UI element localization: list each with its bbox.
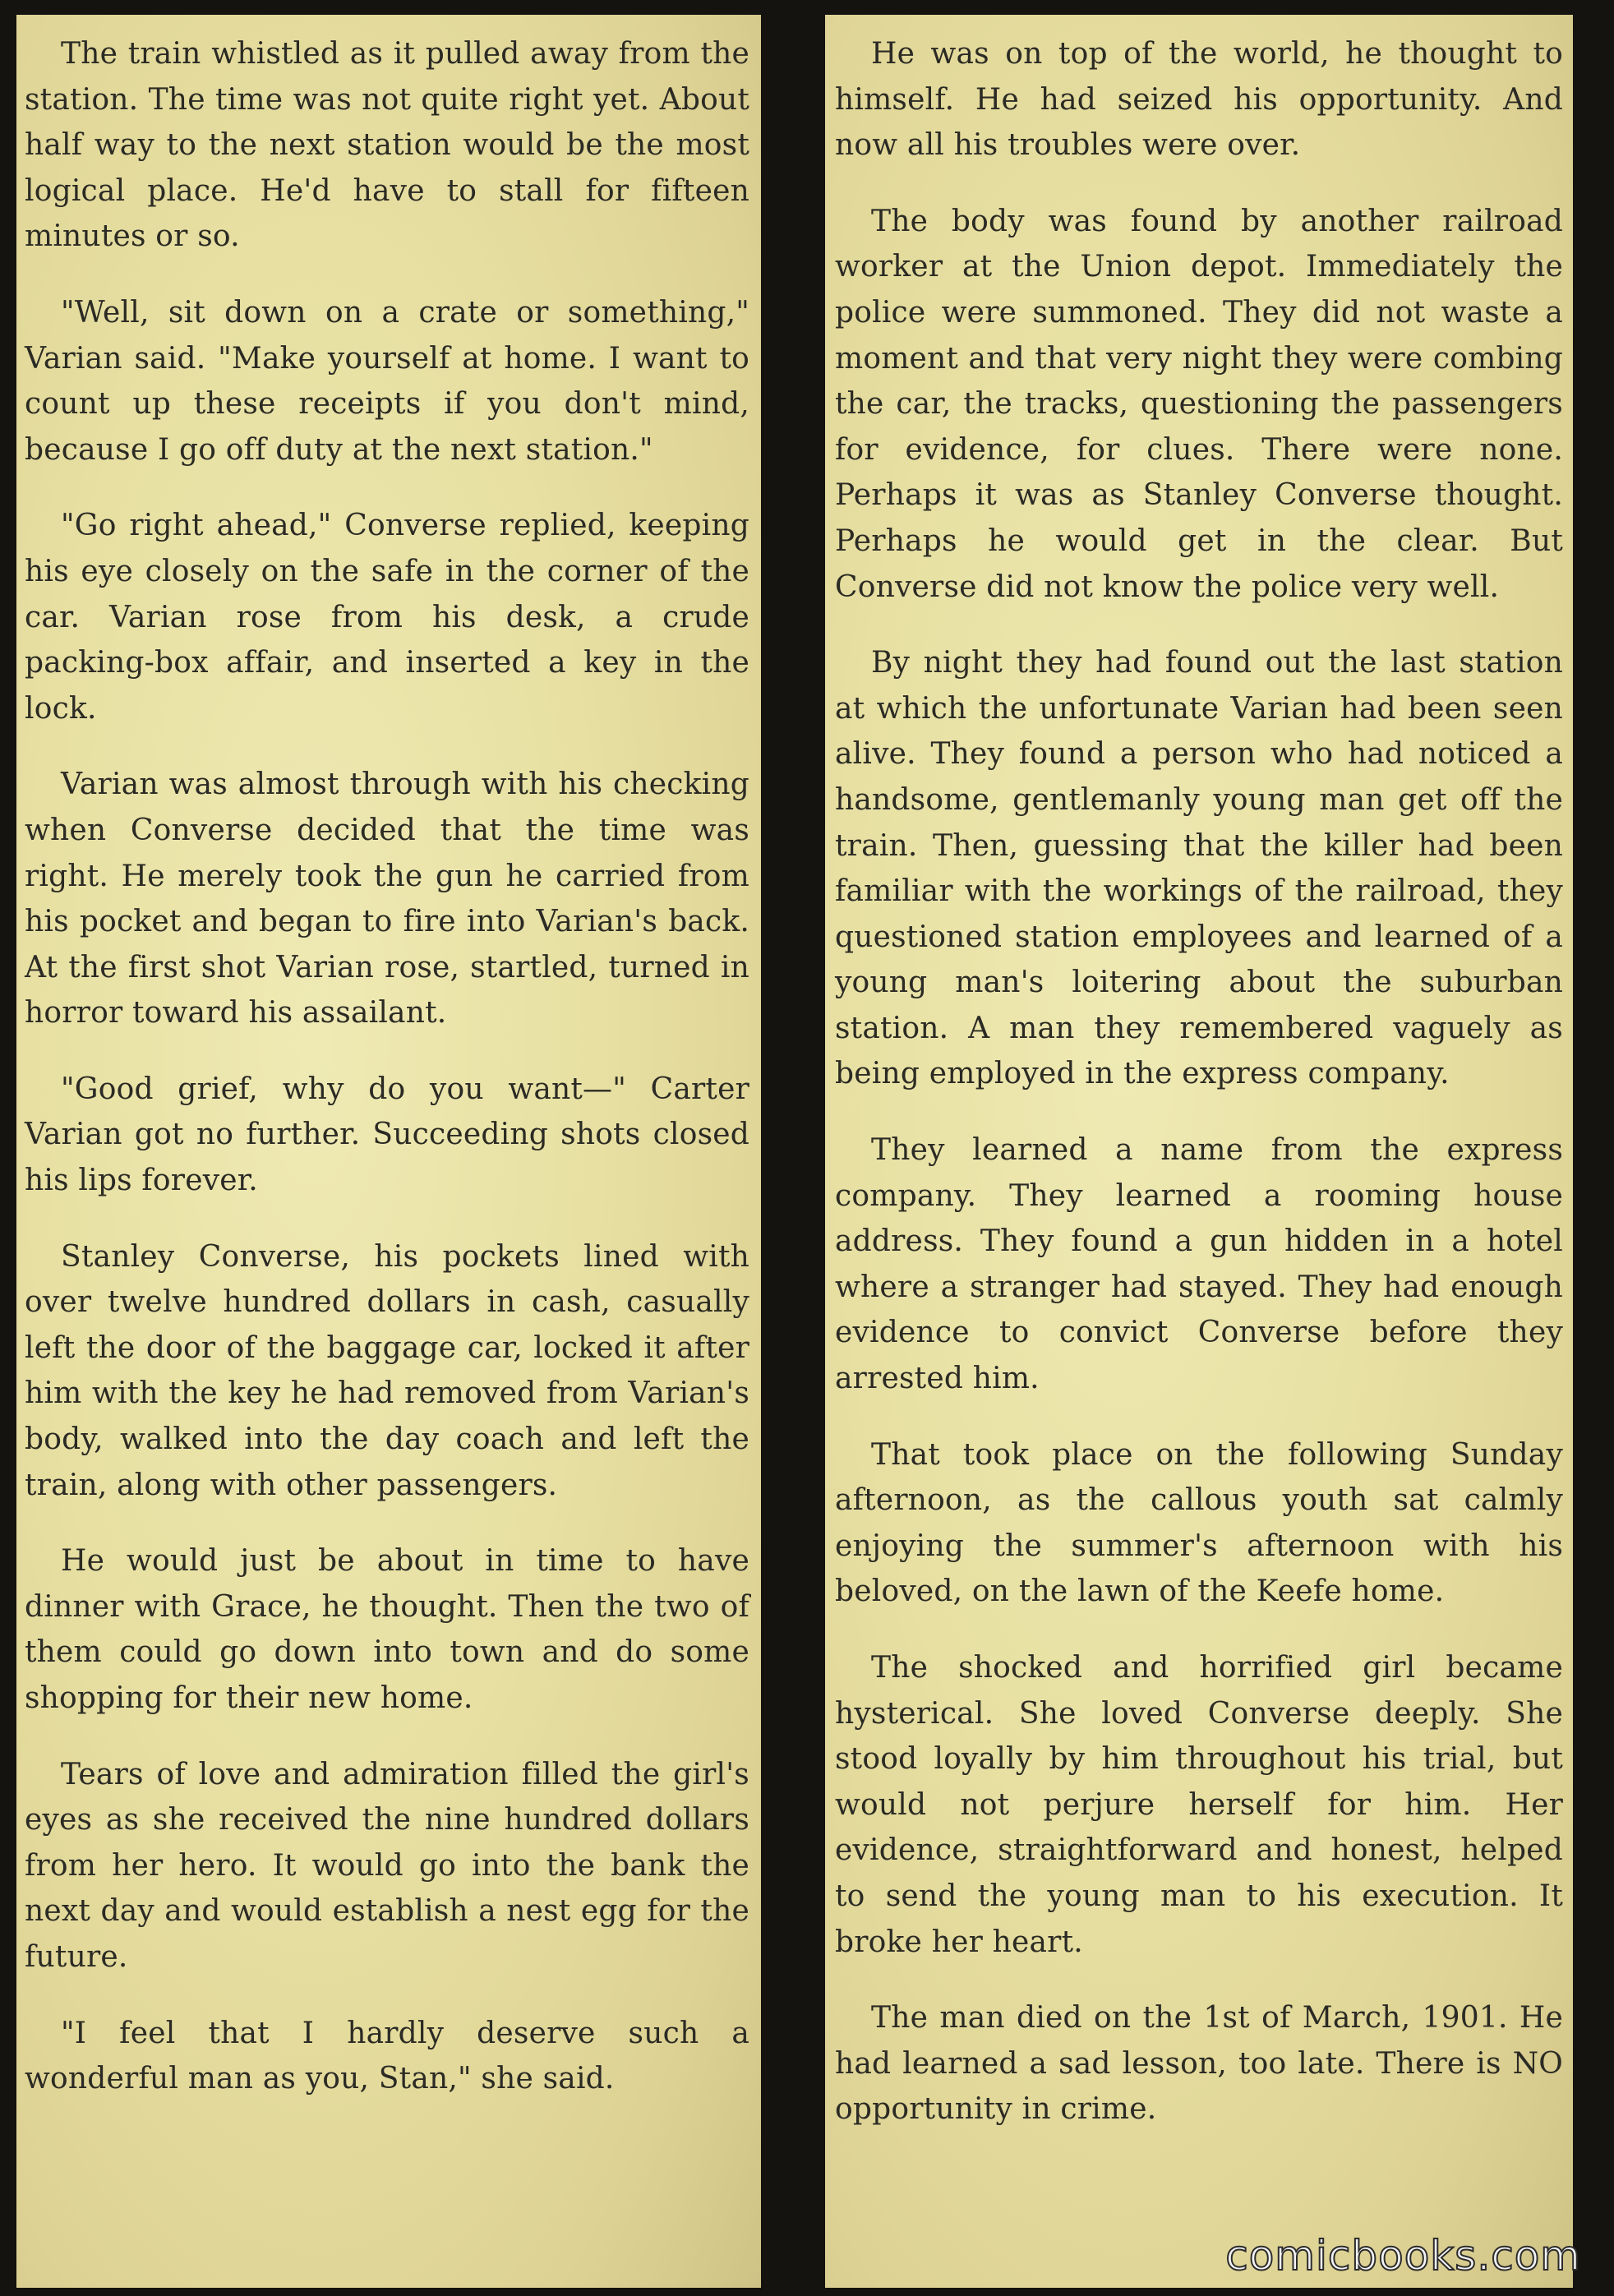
paragraph: "Well, sit down on a crate or something," Varian said. "Make yourself at home. I want to count up these receipts if you don't mind, because I go off duty at the next station." <box>25 295 749 467</box>
paragraph: They learned a name from the express company. They learned a rooming house address. They found a gun hidden in a hotel where a stranger had stayed. They had enough evidence to convict Converse before they arrested him. <box>835 1133 1563 1396</box>
paragraph: That took place on the following Sunday afternoon, as the callous youth sat calmly enjoying the summer's afternoon with his beloved, on the lawn of the Keefe home. <box>835 1437 1563 1609</box>
paragraph: The man died on the 1st of March, 1901. He had learned a sad lesson, too late. There is NO opportunity in crime. <box>835 2001 1563 2127</box>
paragraph: "Go right ahead," Converse replied, keeping his eye closely on the safe in the corner of the car. Varian rose from his desk, a crude packing-box affair, and inserted a key in the lock. <box>25 509 749 726</box>
paragraph: He would just be about in time to have dinner with Grace, he thought. Then the two of them could go down into town and do some shopping for their new home. <box>25 1544 749 1715</box>
paragraph: The train whistled as it pulled away from the station. The time was not quite right yet. About half way to the next station would be the most logical place. He'd have to stall for fifteen minutes or so. <box>25 37 749 254</box>
left-text-column <box>16 15 761 2288</box>
paragraph: The shocked and horrified girl became hysterical. She loved Converse deeply. She stood loyally by him throughout his trial, but would not perjure herself for him. Her evidence, straightforward and honest, helped to send the young man to his execution. It broke her heart. <box>835 1651 1563 1959</box>
paragraph: By night they had found out the last station at which the unfortunate Varian had been seen alive. They found a person who had noticed a handsome, gentlemanly young man get off the train. Then, guessing that the killer had been familiar with the workings of the railroad, they questioned station employees and learned of a young man's loitering about the suburban station. A man they remembered vaguely as being employed in the express company. <box>835 646 1563 1091</box>
watermark: comicbooks.com <box>1225 2232 1581 2280</box>
paragraph: "Good grief, why do you want—" Carter Varian got no further. Succeeding shots closed his lips forever. <box>25 1072 749 1198</box>
right-text-column <box>825 15 1573 2288</box>
paragraph: He was on top of the world, he thought to himself. He had seized his opportunity. And now all his troubles were over. <box>835 37 1563 163</box>
paragraph: Tears of love and admiration filled the girl's eyes as she received the nine hundred dollars from her hero. It would go into the bank the next day and would establish a nest egg for the future. <box>25 1757 749 1974</box>
paragraph: Stanley Converse, his pockets lined with over twelve hundred dollars in cash, casually left the door of the baggage car, locked it after him with the key he had removed from Varian's body, walked into the day coach and left the train, along with other passengers. <box>25 1239 749 1502</box>
paragraph: The body was found by another railroad worker at the Union depot. Immediately the police were summoned. They did not waste a moment and that very night they were combing the car, the tracks, questioning the passengers for evidence, for clues. There were none. Perhaps it was as Stanley Converse thought. Perhaps he would get in the clear. But Converse did not know the police very well. <box>835 204 1563 604</box>
paragraph: "I feel that I hardly deserve such a wonderful man as you, Stan," she said. <box>25 2016 749 2096</box>
paragraph: Varian was almost through with his checking when Converse decided that the time was right. He merely took the gun he carried from his pocket and began to fire into Varian's back. At the first shot Varian rose, startled, turned in horror toward his assailant. <box>25 768 749 1030</box>
